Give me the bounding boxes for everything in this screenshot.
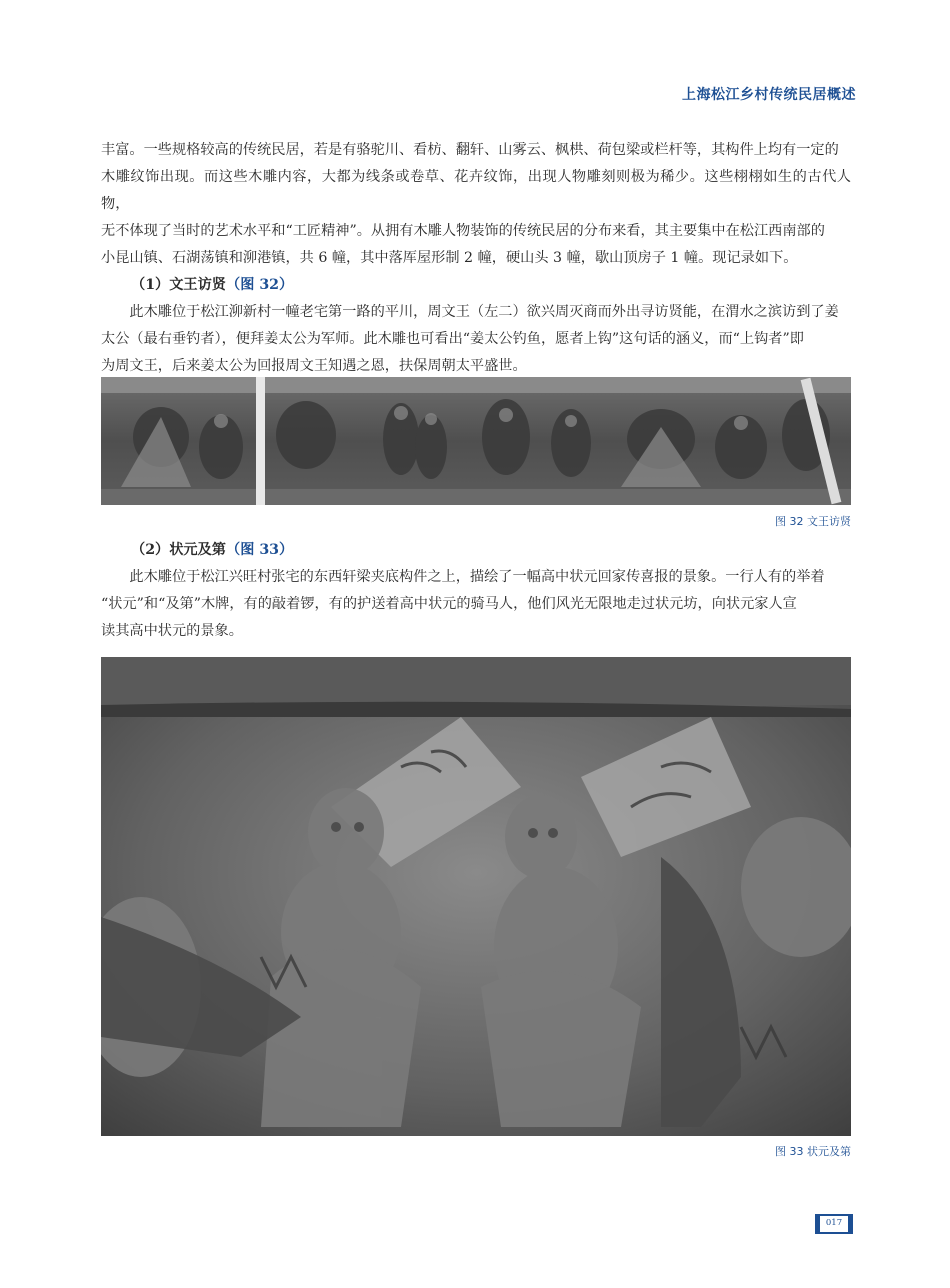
section2-line: 此木雕位于松江兴旺村张宅的东西轩梁夹底构件之上，描绘了一幅高中状元回家传喜报的景象。一行人有的举着 [129,569,825,585]
intro-line: 木雕纹饰出现。而这些木雕内容，大都为线条或卷草、花卉纹饰，出现人物雕刻则极为稀少。这些栩栩如生的古代人物， [101,169,851,212]
section2-figref[interactable]: （图 33） [226,542,294,558]
intro-line: 丰富。一些规格较高的传统民居，若是有骆驼川、看枋、翻轩、山雾云、枫栱、荷包梁或栏杆等，其构件上均有一定的 [101,142,839,158]
section2-heading: （2）状元及第（图 33） [131,542,294,558]
section2-text [101,537,851,645]
page-number-badge [815,1214,853,1234]
intro-line: 无不体现了当时的艺术水平和“工匠精神”。从拥有木雕人物装饰的传统民居的分布来看，其主要集中在松江西南部的 [101,223,825,239]
intro-text [101,137,851,380]
section1-line: 此木雕位于松江泖新村一幢老宅第一路的平川，周文王（左二）欲兴周灭商而外出寻访贤能，在渭水之滨访到了姜 [129,304,839,320]
intro-line: 小昆山镇、石湖荡镇和泖港镇，共 6 幢，其中落厍屋形制 2 幢，硬山头 3 幢，歇山顶房子 1 幢。现记录如下。 [101,250,798,266]
figure-32-photo [101,377,851,505]
section2-line: 读其高中状元的景象。 [101,623,243,639]
section1-heading: （1）文王访贤（图 32） [131,277,294,293]
figure-33-photo [101,657,851,1136]
figure-32-caption: 图 32 文王访贤 [775,515,851,528]
section1-figref[interactable]: （图 32） [226,277,294,293]
section1-line: 太公（最右垂钓者），便拜姜太公为军师。此木雕也可看出“姜太公钓鱼，愿者上钩”这句话的涵义，而“上钩者”即 [101,331,804,347]
running-header: 上海松江乡村传统民居概述 [682,87,856,103]
section2-line: “状元”和“及第”木牌，有的敲着锣，有的护送着高中状元的骑马人，他们风光无限地走过状元坊，向状元家人宣 [101,596,797,612]
page-number: 017 [825,1218,843,1228]
figure-33-caption: 图 33 状元及第 [775,1145,851,1158]
section1-line: 为周文王，后来姜太公为回报周文王知遇之恩，扶保周朝太平盛世。 [101,358,527,374]
